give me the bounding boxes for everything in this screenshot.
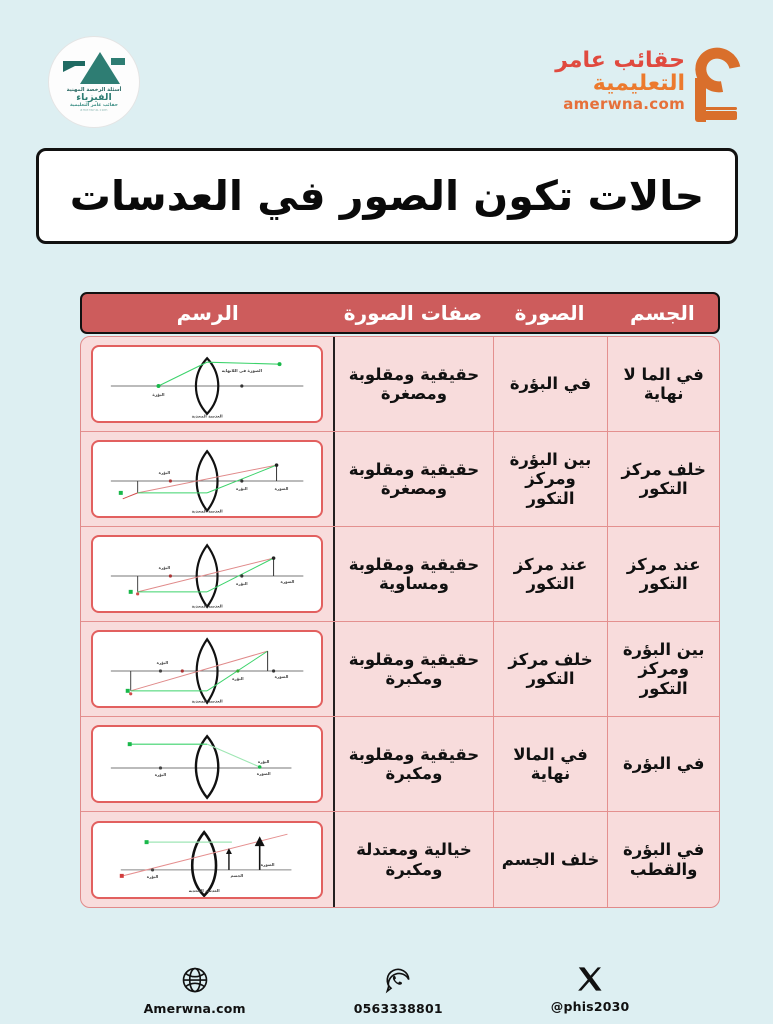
svg-text:البؤرة: البؤرة [154, 771, 167, 777]
cell-properties: خيالية ومعتدلة ومكبرة [333, 812, 493, 907]
cell-properties: حقيقية ومقلوبة ومكبرة [333, 717, 493, 811]
table-header-row [80, 292, 720, 334]
svg-text:البؤرة: البؤرة [146, 873, 159, 879]
svg-text:الصورة: الصورة [260, 861, 275, 867]
right-brand-logo [555, 48, 745, 122]
svg-text:العدسة المحدبة: العدسة المحدبة [191, 508, 223, 514]
cell-image: خلف الجسم [493, 812, 608, 907]
table-row [81, 337, 719, 432]
x-twitter-icon [576, 965, 604, 993]
cell-image: بين البؤرة ومركز التكور [493, 432, 608, 526]
svg-text:الصورة: الصورة [256, 770, 271, 776]
column-header-properties: صفات الصورة [343, 301, 483, 325]
ray-diagram-2 [91, 440, 323, 518]
footer-website[interactable] [144, 965, 246, 1016]
right-logo-line3: amerwna.com [563, 95, 685, 114]
cell-object: خلف مركز التكور [607, 432, 719, 526]
mountain-flag-logo-icon [63, 52, 125, 86]
svg-text:الصورة: الصورة [274, 485, 289, 491]
right-logo-words [555, 48, 685, 114]
column-header-drawing: الرسم [176, 301, 239, 325]
table-row [81, 622, 719, 717]
globe-icon [180, 965, 210, 995]
ray-diagram-1 [91, 345, 323, 423]
whatsapp-icon [383, 965, 413, 995]
svg-text:العدسة المحدبة: العدسة المحدبة [191, 603, 223, 609]
left-logo-line2: الفيزياء [76, 91, 112, 103]
cell-object: في البؤرة [607, 717, 719, 811]
right-logo-line2: التعليمية [592, 71, 685, 97]
cell-object: بين البؤرة ومركز التكور [607, 622, 719, 716]
page-title-box [36, 148, 738, 244]
svg-text:البؤرة: البؤرة [236, 580, 248, 586]
footer-whatsapp-label: 0563338801 [353, 1001, 443, 1016]
svg-text:البؤرة: البؤرة [232, 675, 244, 681]
cell-object: عند مركز التكور [607, 527, 719, 621]
svg-text:الجسم: الجسم [230, 872, 244, 878]
svg-text:البؤرة: البؤرة [158, 470, 171, 476]
ray-diagram-4 [91, 630, 323, 708]
table-row [81, 812, 719, 907]
page-title: حالات تكون الصور في العدسات [69, 172, 705, 220]
cell-properties: حقيقية ومقلوبة ومصغرة [333, 432, 493, 526]
footer-x-account[interactable] [551, 965, 630, 1016]
svg-text:العدسة المحدبة: العدسة المحدبة [188, 887, 220, 893]
svg-text:الصورة في اللانهاية: الصورة في اللانهاية [221, 368, 263, 374]
svg-text:العدسة المحدبة: العدسة المحدبة [191, 698, 223, 704]
cell-image: في المالا نهاية [493, 717, 608, 811]
lens-images-table [80, 292, 720, 908]
svg-text:الصورة: الصورة [280, 578, 295, 584]
svg-text:البؤرة: البؤرة [152, 391, 165, 397]
cell-properties: حقيقية ومقلوبة ومكبرة [333, 622, 493, 716]
table-row [81, 717, 719, 812]
column-header-object: الجسم [629, 301, 695, 325]
left-logo-line3: حقائب عامر التعليمية [70, 103, 118, 109]
cell-drawing [81, 622, 333, 716]
ain-letter-book-logo-icon [693, 48, 745, 122]
top-brand-bar [0, 0, 773, 140]
svg-text:العدسة المحدبة: العدسة المحدبة [191, 413, 223, 419]
svg-text:البؤرة: البؤرة [257, 759, 270, 765]
cell-image: في البؤرة [493, 337, 608, 431]
cell-drawing [81, 337, 333, 431]
footer-website-label: Amerwna.com [143, 1001, 246, 1016]
svg-text:البؤرة: البؤرة [236, 485, 248, 491]
ray-diagram-6 [91, 821, 323, 899]
left-logo-line1: أسئلة الرخصة المهنية [66, 86, 122, 93]
table-row [81, 432, 719, 527]
svg-text:البؤرة: البؤرة [156, 660, 169, 666]
table-body [80, 336, 720, 908]
footer-contact-bar [0, 965, 773, 1016]
cell-drawing [81, 527, 333, 621]
left-logo-line4: amerwna.com [80, 108, 108, 113]
ray-diagram-5 [91, 725, 323, 803]
cell-object: في الما لا نهاية [607, 337, 719, 431]
footer-whatsapp[interactable] [354, 965, 443, 1016]
cell-properties: حقيقية ومقلوبة ومساوية [333, 527, 493, 621]
right-logo-line1: حقائب عامر [555, 48, 685, 73]
ray-diagram-3 [91, 535, 323, 613]
cell-object: في البؤرة والقطب [607, 812, 719, 907]
footer-x-label: @phis2030 [550, 999, 630, 1014]
cell-image: خلف مركز التكور [493, 622, 608, 716]
cell-properties: حقيقية ومقلوبة ومصغرة [333, 337, 493, 431]
left-brand-logo [48, 36, 140, 128]
column-header-image: الصورة [514, 301, 585, 325]
cell-image: عند مركز التكور [493, 527, 608, 621]
table-row [81, 527, 719, 622]
cell-drawing [81, 432, 333, 526]
svg-text:البؤرة: البؤرة [158, 565, 171, 571]
svg-text:الصورة: الصورة [274, 673, 289, 679]
cell-drawing [81, 717, 333, 811]
cell-drawing [81, 812, 333, 907]
